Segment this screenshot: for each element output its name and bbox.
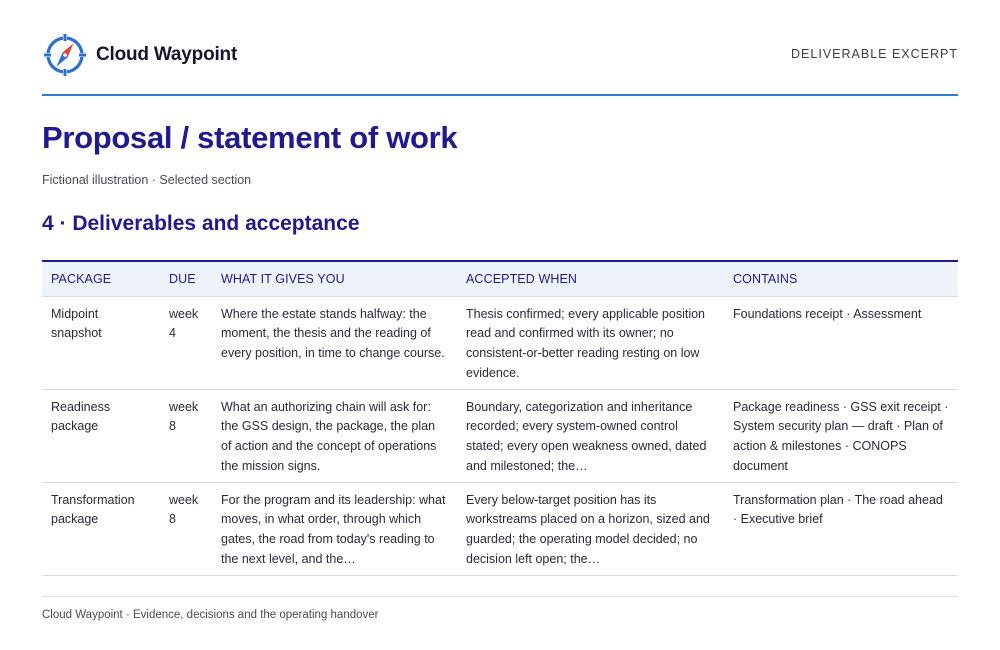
cell-due-text: week 4	[169, 306, 199, 341]
cell-package	[42, 296, 160, 389]
cell-due	[160, 389, 212, 482]
column-header-contains: CONTAINS	[733, 271, 798, 286]
brand-name: Cloud Waypoint	[96, 44, 238, 65]
cell-due	[160, 482, 212, 575]
cell-accepted-text: Every below-target position has its workstreams placed on a horizon, sized and guarded; the operating model decided; no decision left open; the…	[466, 492, 710, 566]
cell-package-text: Readiness package	[51, 399, 111, 434]
cell-due	[160, 296, 212, 389]
cell-package	[42, 389, 160, 482]
page-footer: Cloud Waypoint · Evidence, decisions and the operating handover	[42, 609, 379, 621]
page-subtitle: Fictional illustration · Selected section	[42, 173, 252, 187]
cell-contains	[724, 482, 958, 575]
cell-due-text: week 8	[169, 399, 199, 434]
cell-due-text: week 8	[169, 492, 199, 527]
column-header-due: DUE	[169, 271, 196, 286]
cell-gives-text: Where the estate stands halfway: the moment, the thesis and the reading of every position, in time to change course.	[221, 306, 445, 360]
cell-contains-text: Foundations receipt · Assessment	[733, 306, 922, 321]
cell-gives	[212, 296, 457, 389]
cell-contains	[724, 389, 958, 482]
cell-package-text: Transformation package	[51, 492, 135, 527]
compass-icon	[42, 32, 88, 78]
cell-gives	[212, 389, 457, 482]
footer-divider	[42, 596, 958, 597]
table-row	[42, 296, 958, 389]
page-header	[42, 30, 958, 96]
page-title: Proposal / statement of work	[42, 120, 458, 155]
section-heading: 4 · Deliverables and acceptance	[42, 212, 360, 235]
cell-accepted-text: Boundary, categorization and inheritance recorded; every system-owned control stated; every open weakness owned, dated and milestoned; the…	[466, 399, 707, 473]
deliverables-table	[42, 260, 958, 576]
cell-package	[42, 482, 160, 575]
cell-accepted-text: Thesis confirmed; every applicable position read and confirmed with its owner; no consistent-or-better reading resting on low evidence.	[466, 306, 706, 380]
cell-contains	[724, 296, 958, 389]
column-header-accepted: ACCEPTED WHEN	[466, 271, 578, 286]
column-header-package: PACKAGE	[51, 271, 112, 286]
brand[interactable]	[42, 32, 237, 78]
table-row	[42, 482, 958, 575]
cell-gives-text: What an authorizing chain will ask for: the GSS design, the package, the plan of action and the concept of operations the mission signs.	[221, 399, 437, 473]
cell-contains-text: Package readiness · GSS exit receipt · System security plan — draft · Plan of action & milestones · CONOPS document	[733, 399, 949, 473]
cell-accepted	[457, 482, 724, 575]
cell-gives	[212, 482, 457, 575]
table-header-row	[42, 261, 958, 296]
cell-accepted	[457, 389, 724, 482]
excerpt-label: DELIVERABLE EXCERPT	[791, 47, 958, 61]
cell-contains-text: Transformation plan · The road ahead · Executive brief	[733, 492, 943, 527]
table-row	[42, 389, 958, 482]
cell-package-text: Midpoint snapshot	[51, 306, 102, 341]
cell-accepted	[457, 296, 724, 389]
cell-gives-text: For the program and its leadership: what moves, in what order, through which gates, the road from today's reading to the next level, and the…	[221, 492, 446, 566]
column-header-gives: WHAT IT GIVES YOU	[221, 271, 345, 286]
